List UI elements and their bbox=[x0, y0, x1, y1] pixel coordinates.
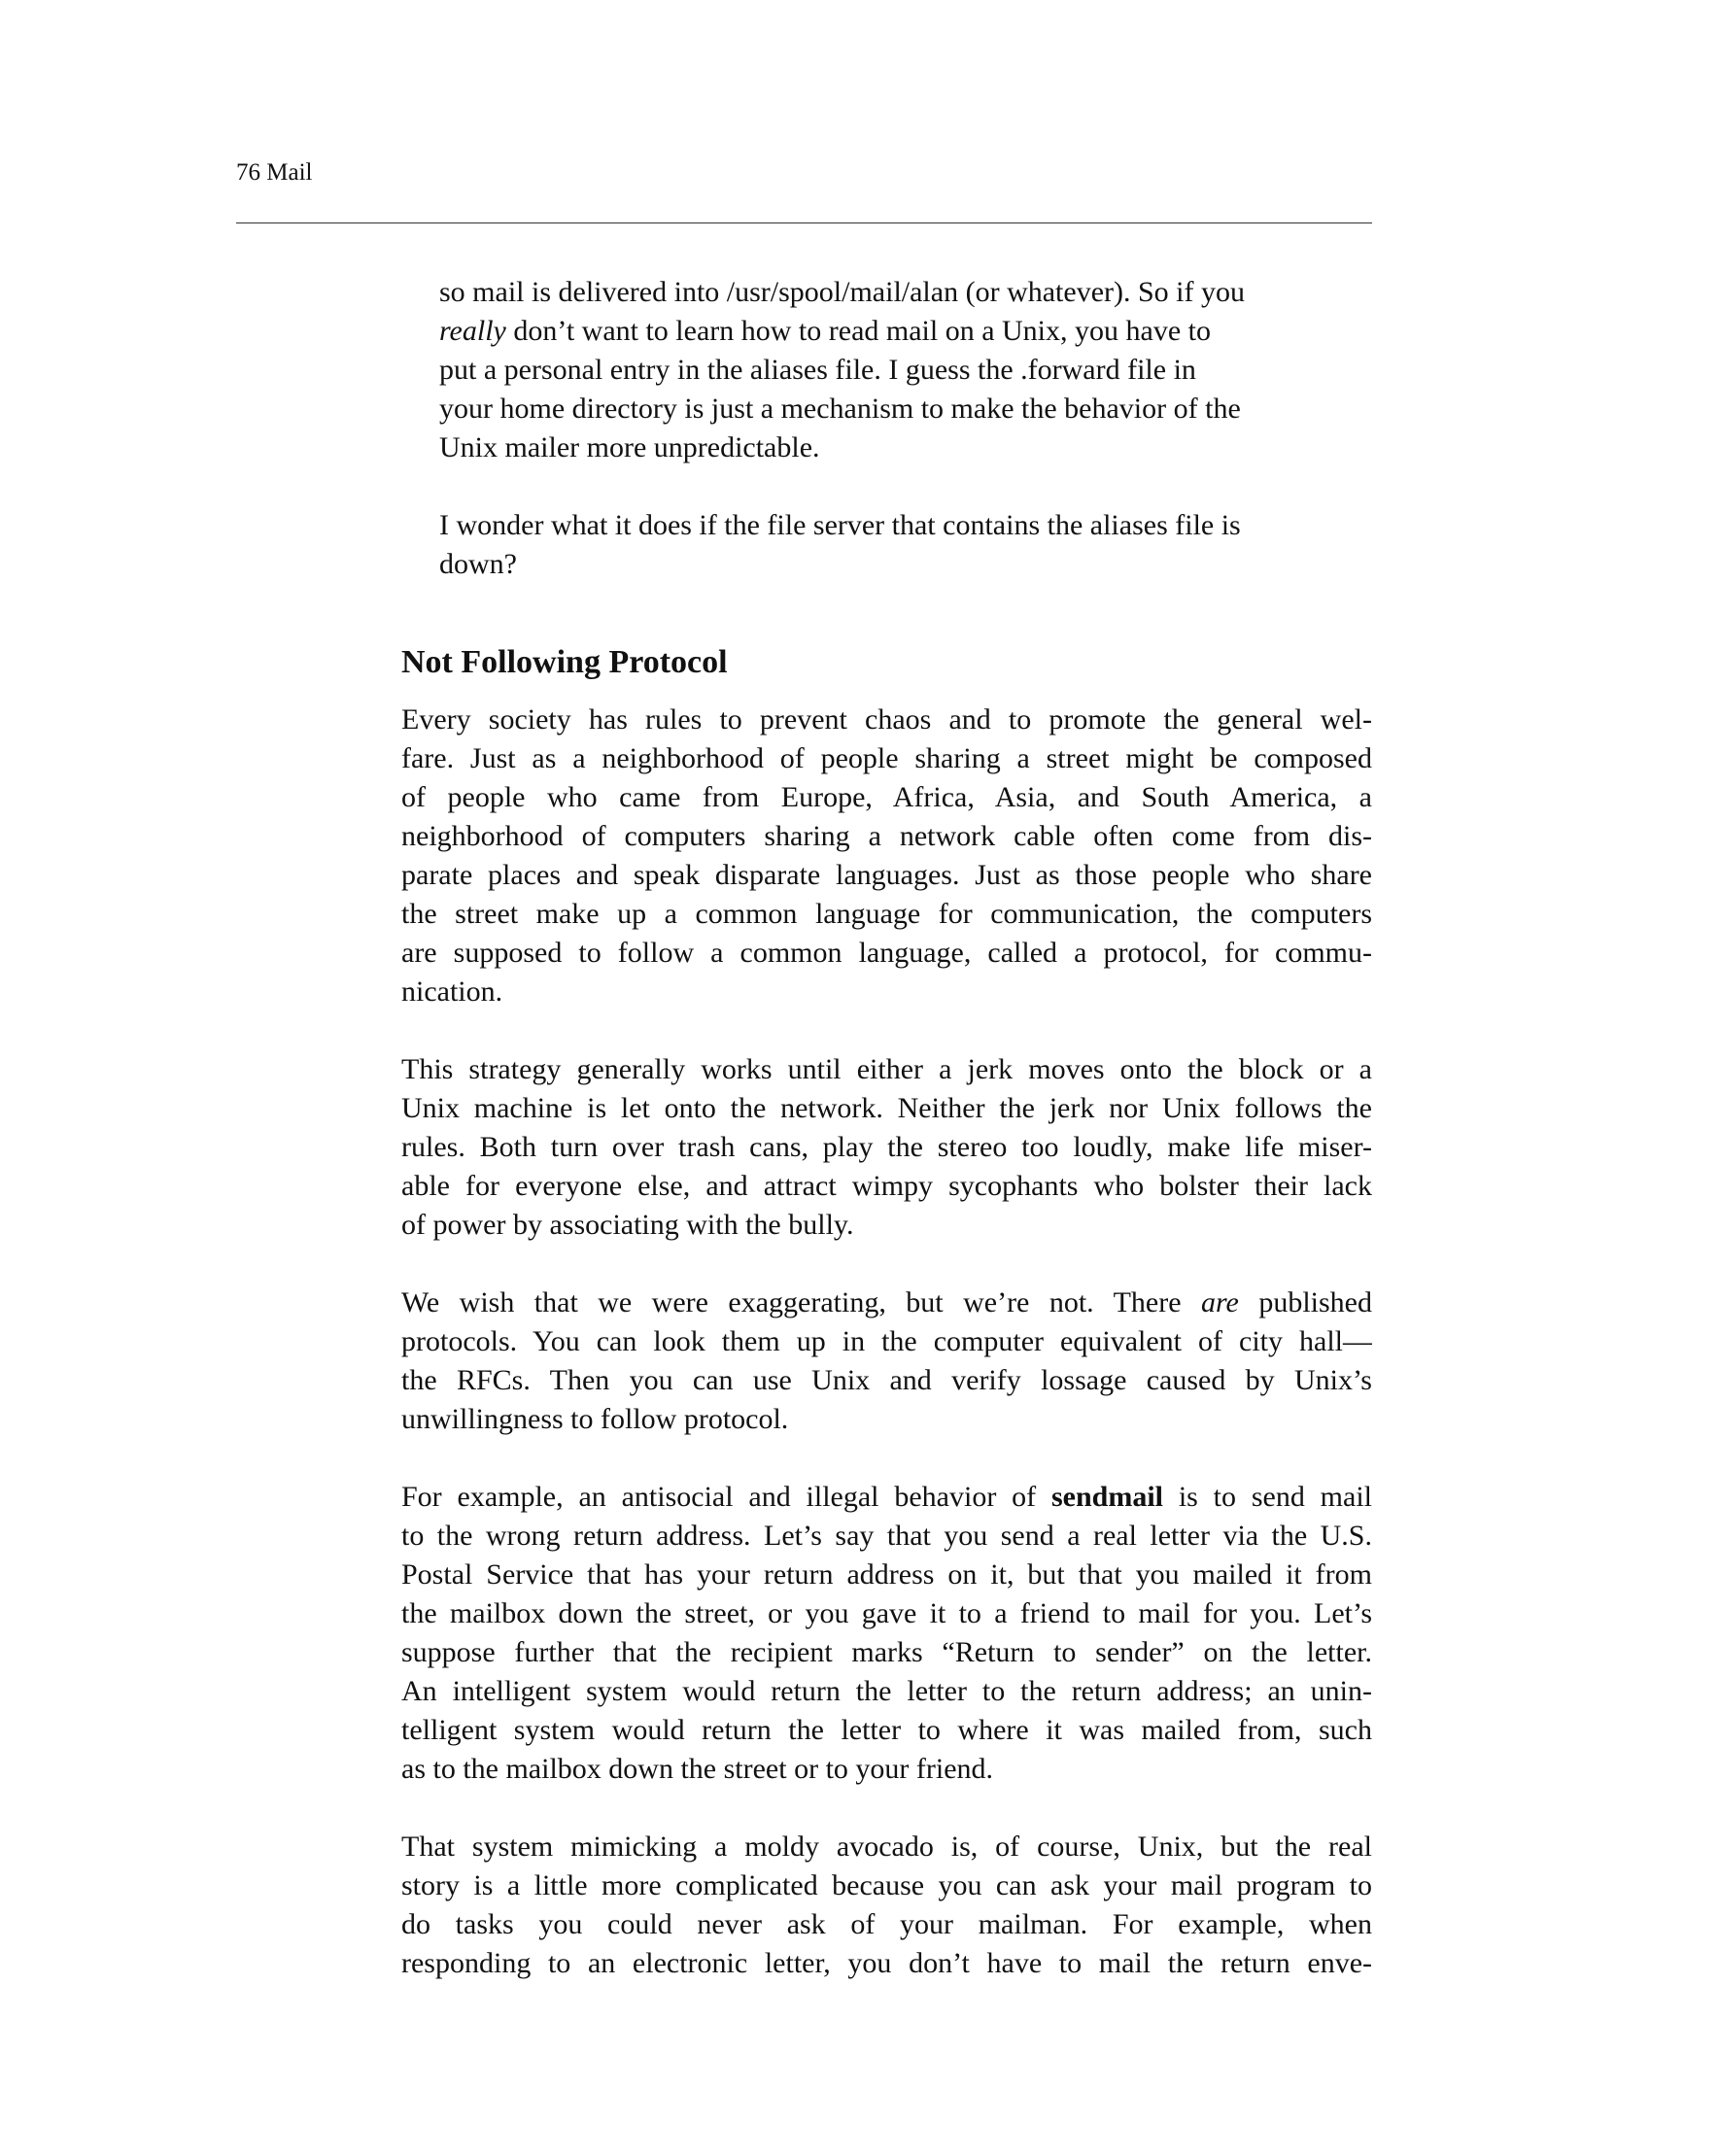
text-run: as to the mailbox down the street or to your friend. bbox=[401, 1753, 994, 1785]
paragraph-gap bbox=[401, 1789, 1372, 1828]
text-run: is to send mail bbox=[1163, 1481, 1372, 1513]
emphasis-text: are bbox=[1200, 1286, 1239, 1318]
text-line bbox=[401, 1128, 1372, 1167]
text-line bbox=[401, 856, 1372, 895]
text-line bbox=[439, 273, 1372, 312]
text-run: down? bbox=[439, 548, 517, 580]
paragraph bbox=[401, 1283, 1372, 1439]
text-run: rules. Both turn over trash cans, play the stereo too loudly, make life miser- bbox=[401, 1131, 1372, 1163]
block-quote bbox=[439, 273, 1372, 584]
text-run: That system mimicking a moldy avocado is, of course, Unix, but the real bbox=[401, 1831, 1372, 1863]
text-run: For example, an antisocial and illegal behavior of bbox=[401, 1481, 1051, 1513]
text-line bbox=[401, 1322, 1372, 1361]
text-run: published bbox=[1238, 1286, 1372, 1318]
text-line bbox=[401, 701, 1372, 739]
text-line bbox=[439, 428, 1372, 467]
paragraph bbox=[401, 1050, 1372, 1245]
text-run: nication. bbox=[401, 975, 503, 1008]
text-line bbox=[401, 1672, 1372, 1711]
text-line bbox=[401, 1089, 1372, 1128]
header-rule bbox=[236, 222, 1372, 223]
emphasis-text: really bbox=[439, 315, 506, 347]
text-run: Postal Service that has your return address on it, but that you mailed it from bbox=[401, 1558, 1372, 1591]
text-run: parate places and speak disparate languages. Just as those people who share bbox=[401, 859, 1372, 891]
text-run: to the wrong return address. Let’s say that you send a real letter via the U.S. bbox=[401, 1520, 1372, 1552]
text-run: Unix mailer more unpredictable. bbox=[439, 431, 820, 463]
text-line bbox=[401, 1206, 1372, 1245]
text-run: are supposed to follow a common language, called a protocol, for commu- bbox=[401, 937, 1372, 969]
text-line bbox=[401, 1944, 1372, 1983]
text-run: the street make up a common language for communication, the computers bbox=[401, 898, 1372, 930]
text-run: of people who came from Europe, Africa, Asia, and South America, a bbox=[401, 781, 1372, 813]
text-line bbox=[401, 817, 1372, 856]
text-line bbox=[401, 1283, 1372, 1322]
paragraph bbox=[439, 273, 1372, 467]
text-run: don’t want to learn how to read mail on a Unix, you have to bbox=[505, 315, 1211, 347]
text-line bbox=[401, 1633, 1372, 1672]
text-line bbox=[439, 390, 1372, 428]
text-run: protocols. You can look them up in the computer equivalent of city hall— bbox=[401, 1325, 1372, 1357]
command-name: sendmail bbox=[1050, 1481, 1163, 1513]
text-run: the RFCs. Then you can use Unix and verify lossage caused by Unix’s bbox=[401, 1364, 1372, 1396]
paragraph-gap bbox=[401, 1439, 1372, 1478]
text-run: responding to an electronic letter, you don’t have to mail the return enve- bbox=[401, 1947, 1372, 1979]
text-line bbox=[401, 1517, 1372, 1556]
text-line bbox=[401, 739, 1372, 778]
text-run: unwillingness to follow protocol. bbox=[401, 1403, 789, 1435]
text-run: so mail is delivered into /usr/spool/mail/alan (or whatever). So if you bbox=[439, 276, 1245, 308]
text-run: suppose further that the recipient marks “Return to sender” on the letter. bbox=[401, 1636, 1372, 1668]
text-run: your home directory is just a mechanism to make the behavior of the bbox=[439, 393, 1241, 425]
section-heading: Not Following Protocol bbox=[401, 644, 728, 680]
section-body bbox=[401, 701, 1372, 1983]
text-line bbox=[401, 1750, 1372, 1789]
text-line bbox=[401, 934, 1372, 973]
text-run: Every society has rules to prevent chaos and to promote the general wel- bbox=[401, 703, 1372, 736]
text-line bbox=[401, 1866, 1372, 1905]
text-run: the mailbox down the street, or you gave it to a friend to mail for you. Let’s bbox=[401, 1597, 1372, 1629]
text-line bbox=[401, 1594, 1372, 1633]
paragraph-gap bbox=[439, 467, 1372, 506]
text-line bbox=[401, 1711, 1372, 1750]
text-run: telligent system would return the letter to where it was mailed from, such bbox=[401, 1714, 1372, 1746]
paragraph-gap bbox=[401, 1245, 1372, 1283]
paragraph bbox=[401, 1478, 1372, 1789]
paragraph bbox=[439, 506, 1372, 584]
text-line bbox=[439, 506, 1372, 545]
text-line bbox=[439, 312, 1372, 351]
running-head: 76 Mail bbox=[236, 159, 313, 186]
paragraph bbox=[401, 701, 1372, 1011]
text-run: neighborhood of computers sharing a network cable often come from dis- bbox=[401, 820, 1372, 852]
text-run: This strategy generally works until either a jerk moves onto the block or a bbox=[401, 1053, 1372, 1085]
text-line bbox=[401, 1828, 1372, 1866]
text-run: put a personal entry in the aliases file. I guess the .forward file in bbox=[439, 354, 1196, 386]
paragraph-gap bbox=[401, 1011, 1372, 1050]
text-line bbox=[401, 1361, 1372, 1400]
text-run: fare. Just as a neighborhood of people sharing a street might be composed bbox=[401, 742, 1372, 774]
text-run: do tasks you could never ask of your mailman. For example, when bbox=[401, 1908, 1372, 1940]
text-line bbox=[401, 1400, 1372, 1439]
text-run: able for everyone else, and attract wimpy sycophants who bolster their lack bbox=[401, 1170, 1372, 1202]
text-run: Unix machine is let onto the network. Neither the jerk nor Unix follows the bbox=[401, 1092, 1372, 1124]
text-line bbox=[401, 1167, 1372, 1206]
text-run: story is a little more complicated because you can ask your mail program to bbox=[401, 1869, 1372, 1901]
text-line bbox=[439, 545, 1372, 584]
text-line bbox=[401, 1478, 1372, 1517]
text-line bbox=[401, 1556, 1372, 1594]
text-line bbox=[401, 1905, 1372, 1944]
text-line bbox=[401, 895, 1372, 934]
text-line bbox=[401, 973, 1372, 1011]
text-line bbox=[401, 778, 1372, 817]
text-line bbox=[439, 351, 1372, 390]
text-run: An intelligent system would return the letter to the return address; an unin- bbox=[401, 1675, 1372, 1707]
text-run: I wonder what it does if the file server that contains the aliases file is bbox=[439, 509, 1241, 541]
paragraph bbox=[401, 1828, 1372, 1983]
text-line bbox=[401, 1050, 1372, 1089]
text-run: of power by associating with the bully. bbox=[401, 1209, 854, 1241]
text-run: We wish that we were exaggerating, but we’re not. There bbox=[401, 1286, 1201, 1318]
